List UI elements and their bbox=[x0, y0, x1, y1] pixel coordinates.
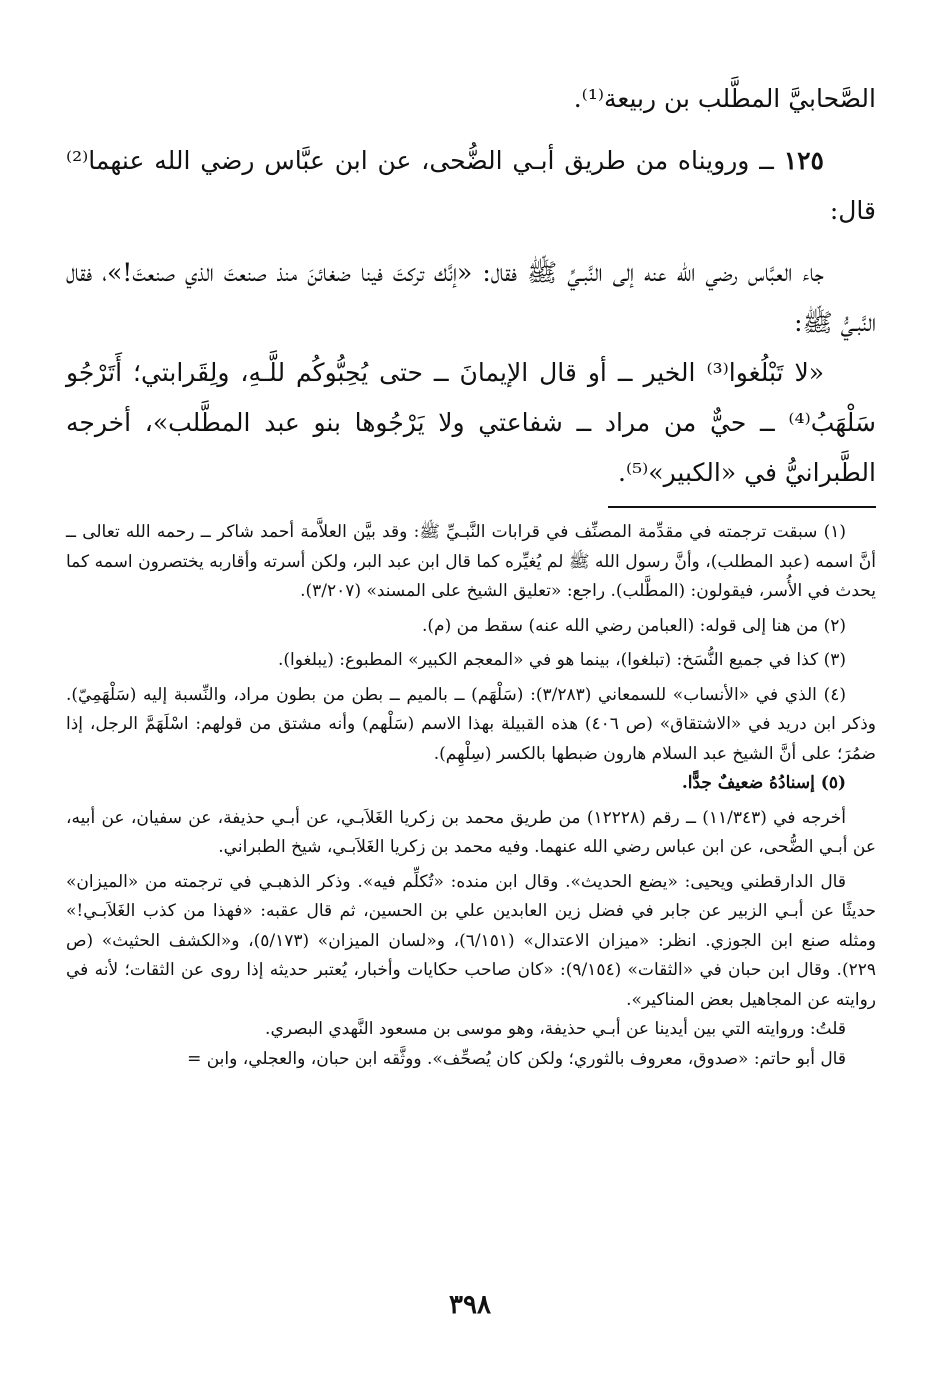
takhrij-paragraph-3: قلتُ: وروايته التي بين أيدينا عن أبـي حذيفة، وهو موسى بن مسعود النَّهدي البصري. bbox=[265, 1019, 846, 1039]
footnote-separator bbox=[608, 506, 876, 508]
hadith-intro: ــ ورويناه من طريق أبـي الضُّحى، عن ابن عبَّاس رضي الله عنهما⁽²⁾ قال: bbox=[66, 146, 876, 225]
hadith-125 bbox=[66, 136, 876, 236]
hadith-paragraph-2: «لا تَبْلُغوا⁽³⁾ الخير ــ أو قال الإيمانَ ــ حتى يُحِبُّوكُم للَّـهِ، ولِقَرابتي؛ أَتَرْجُو سَلْهَبُ⁽⁴⁾ ــ حيٌّ من مراد ــ شفاعتي ولا يَرْجُوها بنو عبد المطَّلب»، أخرجه الطَّبرانيُّ في «الكبير»⁽⁵⁾. bbox=[66, 358, 876, 487]
hadith-number: ١٢٥ bbox=[783, 146, 824, 175]
footnote-2: (٢) من هنا إلى قوله: (العبامن رضي الله عنه) سقط من (م). bbox=[422, 615, 846, 636]
takhrij-paragraph-2: قال الدارقطني ويحيى: «يضع الحديث». وقال ابن منده: «تُكلِّم فيه». وذكر الذهبـي في ترجمته من «الميزان» حديثًا عن أبـي الزبير عن جابر في فضل زين العابدين علي بن الحسين، ثم قال عقبه: «فهذا من كذب الغَلاَبـي!» ومثله صنع ابن الجوزي. انظر: «ميزان الاعتدال» (٦/١٥١)، و«لسان الميزان» (٥/١٧٣)، و«الكشف الحثيث» (ص ٢٢٩). وقال ابن حبان في «الثقات» (٩/١٥٤): «كان صاحب حكايات وأخبار، يُعتبر حديثه إذا روى عن الثقات؛ لأنه في روايته عن المجاهيل بعض المناكير». bbox=[66, 871, 876, 1010]
takhrij-paragraph-1: أخرجه في (١١/٣٤٣) ــ رقم (١٢٢٢٨) من طريق محمد بن زكريا الغَلاَبـي، عن أبـي حذيفة، عن سفيان، عن أبيه، عن أبـي الضُّحى، عن ابن عباس رضي الله عنهما. وفيه محمد بن زكريا الغَلاَبـي، شيخ الطبراني. bbox=[66, 807, 876, 857]
page-number: ٣٩٨ bbox=[449, 1290, 491, 1320]
footnote-3: (٣) كذا في جميع النُّسَخ: (تبلغوا)، بينما هو في «المعجم الكبير» المطبوع: (يبلغوا). bbox=[278, 650, 846, 670]
footnotes bbox=[66, 518, 876, 1074]
footnote-1: (١) سبقت ترجمته في مقدِّمة المصنِّف في قرابات النَّبـيِّ ﷺ: وقد بيَّن العلاَّمة أحمد شاكر ــ رحمه الله تعالى ــ أنَّ اسمه (عبد المطلب)، وأنَّ رسول الله ﷺ لم يُغيِّره كما قال ابن عبد البر، ولكن أسرته وأقاربه يختصرون اسمه كما يحدث في الأُسر، فيقولون: (المطَّلب). راجع: «تعليق الشيخ على المسند» (٣/٢٠٧). bbox=[66, 522, 876, 601]
footnote-4: (٤) الذي في «الأنساب» للسمعاني (٣/٢٨٣): (سَلْهَم) ــ بالميم ــ بطن من بطون مراد، والنِّسبة إليه (سَلْهَمِيّ). وذكر ابن دريد في «الاشتقاق» (ص ٤٠٦) هذه القبيلة بهذا الاسم (سَلْهم) وأنه مشتق من قولهم: اسْلَهَمَّ الرجل، إذا ضمُرَ؛ على أنَّ الشيخ عبد السلام هارون ضبطها بالكسر (سِلْهِم). bbox=[66, 684, 876, 764]
takhrij-paragraph-4: قال أبو حاتم: «صدوق، معروف بالثوري؛ ولكن كان يُصحِّف». ووثَّقه ابن حبان، والعجلي، وابن = bbox=[187, 1048, 846, 1069]
main-line-1: الصَّحابيَّ المطَّلب بن ربيعة⁽¹⁾. bbox=[573, 84, 876, 113]
footnote-5: (٥) إسنادُهُ ضعيفٌ جدًّا. bbox=[681, 773, 846, 793]
main-text bbox=[66, 74, 876, 498]
hadith-paragraph-1: جاء العبَّاس رضي الله عنه إلى النَّبـيِّ ﷺ فقال: «إنَّك تركتَ فينا ضغائنَ منذ صنعتَ الذي صنعتَ!»، فقال النَّبـيُّ ﷺ: bbox=[66, 258, 876, 337]
